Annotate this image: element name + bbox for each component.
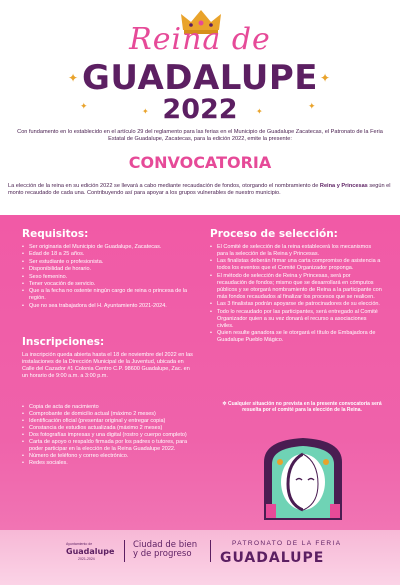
list-item: • El método de selección de Reina y Princesas, será por recaudación de fondos; mismo que se desarrollará en cómputos públicos y se otorgará nombramiento de Reina a la participante con más fondos recaudados al finalizar los procesos que se realicen. xyxy=(210,273,382,301)
footer-patronato: PATRONATO DE LA FERIA xyxy=(232,540,342,547)
inscripciones-heading: Inscripciones: xyxy=(22,336,105,348)
proceso-heading: Proceso de selección: xyxy=(210,228,338,240)
header-area xyxy=(0,0,400,215)
footer-years: 2021-2024 xyxy=(78,557,95,561)
list-item: • Dos fotografías impresas y una digital (rostro y cuerpo completo) xyxy=(22,432,194,439)
list-item: • Quien resulte ganadora se le otorgará el título de Embajadora de Guadalupe Pueblo Mágico. xyxy=(210,330,382,344)
list-item: • Que a la fecha no ostente ningún cargo de reina o princesa de la región. xyxy=(22,288,194,302)
footer xyxy=(0,530,400,585)
list-item: • Disponibilidad de horario. xyxy=(22,266,194,273)
documentos-list xyxy=(22,404,194,467)
list-item: • El Comité de selección de la reina establecerá los mecanismos para la selección de la Reina y Princesas. xyxy=(210,244,382,258)
requisitos-section xyxy=(22,228,194,310)
inscripciones-text: La inscripción queda abierta hasta el 18 de noviembre del 2022 en las instalaciones de la Dirección Municipal de la Juventud, ubicada en Calle del Cazador #1 Colonia Centro C.P. 98600 Guadalupe, Zac. en un horario de 9:00 a.m. a 3:00 p.m. xyxy=(22,352,193,379)
sparkle-icon: ✦ xyxy=(68,71,79,85)
list-item: • Ser originaria del Municipio de Guadalupe, Zacatecas. xyxy=(22,244,194,251)
year-title: 2022 xyxy=(162,94,238,125)
list-item: • Tener vocación de servicio. xyxy=(22,281,194,288)
list-item: • Constancia de estudios actualizada (máximo 2 meses) xyxy=(22,425,194,432)
sparkle-icon: ✦ xyxy=(308,101,316,111)
convocatoria-heading: CONVOCATORIA xyxy=(128,153,272,172)
list-item: • Copia de acta de nacimiento xyxy=(22,404,194,411)
list-item: • Todo lo recaudado por las participantes, será entregado al Comité Organizador quien a su vez donará el recurso a asociaciones civiles. xyxy=(210,309,382,330)
footer-divider xyxy=(124,540,125,562)
documentos-section xyxy=(22,404,194,467)
sparkle-icon: ✦ xyxy=(142,107,149,116)
sparkle-icon: ✦ xyxy=(320,71,331,85)
page-title: GUADALUPE xyxy=(81,58,319,98)
footer-divider xyxy=(210,540,211,562)
list-item: • Carta de apoyo o respaldo firmada por los padres o tutores, para poder participar en la elección de la Reina Guadalupe 2022. xyxy=(22,439,194,453)
list-item: • Redes sociales. xyxy=(22,460,194,467)
script-title: Reina de xyxy=(129,22,271,57)
proceso-list xyxy=(210,244,382,344)
list-item: • Identificación oficial (presentar original y entregar copia) xyxy=(22,418,194,425)
queen-emblem-icon xyxy=(258,432,348,524)
list-item: • Ser estudiante o profesionista. xyxy=(22,259,194,266)
asterisk-icon: ✲ xyxy=(222,401,228,407)
list-item: • Que no sea trabajadora del H. Ayuntamiento 2021-2024. xyxy=(22,303,194,310)
footer-ayuntamiento: Ayuntamiento de xyxy=(66,542,93,546)
requisitos-heading: Requisitos: xyxy=(22,228,89,240)
list-item: • Sexo femenino. xyxy=(22,274,194,281)
requisitos-list xyxy=(22,244,194,310)
note-text: ✲ Cualquier situación no prevista en la presente convocatoria será resuelta por el comité para la elección de la Reina. xyxy=(222,401,382,413)
list-item: • Edad de 18 a 25 años. xyxy=(22,251,194,258)
intro-text: Con fundamento en lo establecido en el artículo 29 del reglamento para las ferias en el Municipio de Guadalupe Zacatecas, el Patronato de la Feria Estatal de Guadalupe, Zacatecas, para la edición 2022, emite la presente: xyxy=(17,129,383,142)
footer-guadalupe-logo-text: Guadalupe xyxy=(66,547,115,556)
list-item: • Comprobante de domicilio actual (máximo 2 meses) xyxy=(22,411,194,418)
sparkle-icon: ✦ xyxy=(256,107,263,116)
list-item: • Las 3 finalistas podrán apoyarse de patrocinadores de su elección. xyxy=(210,301,382,308)
footer-slogan: Ciudad de bien y de progreso xyxy=(133,540,198,559)
sparkle-icon: ✦ xyxy=(80,101,88,111)
list-item: • Las finalistas deberán firmar una carta compromiso de asistencia a todos los eventos que el Comité Organizador proponga. xyxy=(210,258,382,272)
election-text: La elección de la reina en su edición 2022 se llevará a cabo mediante recaudación de fondos, otorgando el nombramiento de Reina y Princesas según el monto recaudado de cada una. Contribuyendo así para apoyar a los grupos vulnerables de nuestro municipio. xyxy=(8,183,391,196)
election-bold: Reina y Princesas xyxy=(319,183,368,189)
inscripciones-section xyxy=(22,336,194,380)
footer-guadalupe-title: GUADALUPE xyxy=(220,550,325,566)
proceso-section xyxy=(210,228,382,344)
list-item: • Número de teléfono y correo electrónico. xyxy=(22,453,194,460)
